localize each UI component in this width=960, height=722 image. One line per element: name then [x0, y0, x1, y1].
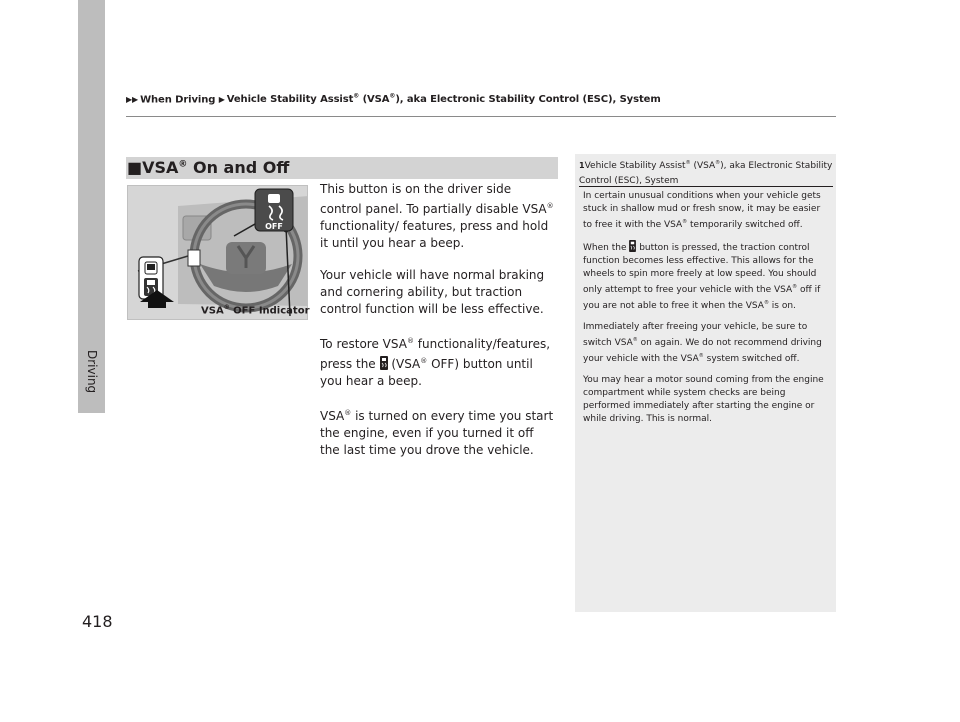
press-arrow-icon — [140, 290, 174, 308]
note-number-icon: 1 — [579, 161, 585, 170]
paragraph-braking: Your vehicle will have normal braking and cornering ability, but traction control function will be less effective. — [320, 268, 545, 316]
paragraph-turned-on: VSA® is turned on every time you start the engine, even if you turned it off the last time you drove the vehicle. — [320, 409, 554, 457]
breadcrumb-item-vsa: Vehicle Stability Assist® (VSA®), aka Electronic Stability Control (ESC), System — [226, 93, 661, 106]
header-divider — [126, 116, 836, 117]
chapter-label: Driving — [85, 350, 99, 394]
vsa-off-button-icon — [254, 188, 294, 232]
note-paragraph-unusual: In certain unusual conditions when your vehicle gets stuck in shallow mud or fresh snow, it may be easier to free it with the VSA® temporarily switched off. — [583, 191, 821, 230]
section-marker-icon: ■ — [127, 158, 143, 177]
note-body — [583, 190, 829, 434]
breadcrumb-arrow-icon: ▶▶ — [126, 95, 139, 105]
paragraph-restore: To restore VSA® functionality/features, press the (VSA® OFF) button until you hear a beep. — [320, 337, 551, 388]
vsa-off-button-label: OFF — [265, 222, 283, 231]
vsa-off-inline-icon — [380, 356, 388, 370]
note-paragraph-pressed: When the button is pressed, the traction control function becomes less effective. This allows for the wheels to spin more freely at low speed. You should only attempt to free your vehicle with the VSA® off if you are not able to free it when the VSA® is on. — [583, 240, 829, 313]
paragraph-disable: This button is on the driver side control panel. To partially disable VSA® functionality/ features, press and hold it until you hear a beep. — [320, 182, 554, 250]
page-number: 418 — [82, 612, 113, 631]
note-heading: 1Vehicle Stability Assist® (VSA®), aka Electronic Stability Control (ESC), System — [579, 160, 833, 186]
section-title: ■VSA® On and Off — [127, 158, 290, 177]
note-divider — [579, 186, 833, 187]
dashboard-illustration — [127, 185, 308, 320]
breadcrumb-item-when-driving: When Driving — [140, 94, 216, 106]
breadcrumb-arrow-icon: ▶ — [218, 95, 225, 105]
main-body-text — [320, 181, 556, 474]
figure-caption: VSA® OFF Indicator — [201, 304, 310, 317]
note-paragraph-switch-on: Immediately after freeing your vehicle, be sure to switch VSA® on again. We do not recommend driving your vehicle with the VSA® system switched off. — [583, 322, 822, 364]
note-paragraph-motor-sound: You may hear a motor sound coming from the engine compartment while system checks are being performed immediately after starting the engine or while driving. This is normal. — [583, 375, 824, 424]
breadcrumb — [126, 93, 661, 105]
